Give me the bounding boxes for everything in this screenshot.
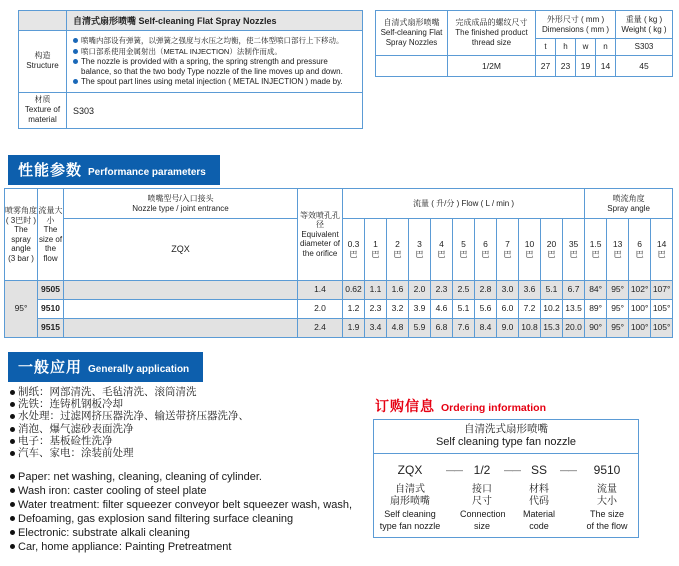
pressure-header: 7 巴 [497,219,519,281]
bullet-icon [10,530,15,535]
flow-value: 6.0 [497,300,519,319]
flow-value: 3.6 [519,281,541,300]
diameter-value: 2.4 [298,319,343,338]
spec-weight-header: 重量 ( kg ) Weight ( kg ) [616,11,673,39]
product-structure-table [18,10,363,129]
flow-value: 15.3 [541,319,563,338]
spec-thread-value: 1/2M [448,56,536,77]
weight-value: 45 [616,56,673,77]
code-flowsize-labels: 流量 大小 The size of the flow [586,484,628,531]
flow-value: 7.2 [519,300,541,319]
list-item: Water treatment: filter squeezer conveyor belt squeezer wash, wash, [10,498,352,512]
bullet-icon [10,427,15,432]
table-row [374,484,640,532]
table-row [374,456,640,484]
bullet-icon [10,502,15,507]
performance-banner [8,155,220,185]
list-item: Defoaming, gas explosion sand filtering surface cleaning [10,512,352,526]
flow-value: 8.4 [475,319,497,338]
spray-angle-value: 95° [5,281,38,338]
bullet-icon [10,451,15,456]
flow-value: 3.0 [497,281,519,300]
angle-value: 107° [651,281,673,300]
flow-value: 4.8 [387,319,409,338]
dash-separator: —— [446,465,462,475]
dim-col-header: w [576,39,596,56]
pressure-header: 4 巴 [431,219,453,281]
angle-value: 102° [629,281,651,300]
flow-value: 5.1 [453,300,475,319]
structure-label-en: Structure [26,61,59,71]
flow-value: 2.3 [365,300,387,319]
flow-value: 3.4 [365,319,387,338]
flow-value: 9.0 [497,319,519,338]
structure-label-zh: 构造 [34,51,51,61]
list-item [73,57,358,76]
table-row [19,31,363,93]
dim-value: 27 [536,56,556,77]
list-item: 电子：基板硷性洗净 [10,435,249,447]
bullet-icon [73,59,78,64]
flow-value: 5.6 [475,300,497,319]
nozzle-series-cell: ZQX [64,219,298,281]
pressure-header: 0.3 巴 [343,219,365,281]
ordering-box-header: 自清洗式扇形喷嘴 Self cleaning type fan nozzle [374,420,638,454]
pressure-header: 10 巴 [519,219,541,281]
angle-pressure-header: 13 巴 [607,219,629,281]
angle-value: 105° [651,300,673,319]
angle-value: 95° [607,281,629,300]
banner-title-en: Generally application [88,364,190,375]
code-material-labels: 材料 代码 Material code [522,484,555,531]
table-row [376,56,673,77]
spec-product-value [376,56,448,77]
flow-value: 6.8 [431,319,453,338]
flow-value: 10.8 [519,319,541,338]
applications-list-zh [10,386,249,459]
pressure-header: 35 巴 [563,219,585,281]
structure-bullet-zh: 喷嘴内部设有弹簧，以弹簧之强度与水压之均衡，使二体型喷口部行上下移动。 [81,36,344,45]
list-item: Car, home appliance: Painting Pretreatment [10,540,352,554]
flow-value: 1.1 [365,281,387,300]
angle-pressure-header: 1.5 巴 [585,219,607,281]
angle-value: 89° [585,300,607,319]
bullet-icon [10,474,15,479]
flow-value: 6.7 [563,281,585,300]
flow-value: 2.3 [431,281,453,300]
flow-value: 3.2 [387,300,409,319]
product-title: 自清式扇形喷嘴 Self-cleaning Flat Spray Nozzles [67,11,363,31]
empty-header-cell [19,11,67,31]
code-connection: 1/2 [473,463,491,477]
angle-value: 84° [585,281,607,300]
spec-thread-header: 完成成品的螺纹尺寸 The finished product thread size [448,11,536,56]
flow-value: 2.8 [475,281,497,300]
structure-bullet-zh: 喷口部系使用金属射出（METAL INJECTION）法制作而成。 [81,46,282,56]
table-row [19,11,363,31]
material-label-zh: 材质 [34,95,51,104]
list-item: 水处理：过滤网挤压器洗净、输送带挤压器洗净、 [10,410,249,422]
applications-list-en [10,470,352,554]
angle-value: 100° [629,300,651,319]
code-series-labels: 自清式 扇形喷嘴 Self cleaning type fan nozzle [379,484,441,531]
angle-value: 90° [585,319,607,338]
spec-dims-header: 外形尺寸 ( mm ) Dimensions ( mm ) [536,11,616,39]
ordering-title-zh: 订购信息 [375,398,435,414]
ordering-title [375,396,546,416]
bullet-icon [10,544,15,549]
bullet-icon [73,49,78,54]
list-item: 消泡、爆气滤砂表面洗净 [10,423,249,435]
angle-value: 100° [629,319,651,338]
nozzle-type-header: 喷嘴型号/入口接头 Nozzle type / joint entrance [64,189,298,219]
banner-title-zh: 性能参数 [18,162,83,179]
diameter-value: 1.4 [298,281,343,300]
list-item [73,77,358,87]
bullet-icon [10,439,15,444]
table-row [5,319,673,338]
table-row [19,92,363,128]
structure-content-cell [67,31,363,93]
flow-value: 0.62 [343,281,365,300]
dim-col-header: t [536,39,556,56]
pressure-header: 5 巴 [453,219,475,281]
list-item: Electronic: substrate alkali cleaning [10,526,352,540]
list-item [73,36,358,46]
flow-value: 10.2 [541,300,563,319]
performance-table [4,188,673,338]
spray-angle-group-header: 喷流角度 Spray angle [585,189,673,219]
bullet-icon [10,414,15,419]
dim-col-header: h [556,39,576,56]
nozzle-series-blank-cell [64,281,298,300]
material-label-en: Texture of material [24,105,61,124]
list-item: Paper: net washing, cleaning, cleaning of cylinder. [10,470,352,484]
dim-value: 19 [576,56,596,77]
bullet-icon [10,390,15,395]
pressure-header: 2 巴 [387,219,409,281]
flow-value: 20.0 [563,319,585,338]
material-value: S303 [73,106,95,116]
code-material: SS [530,463,547,477]
banner-title-en: Performance parameters [88,167,206,178]
table-row [376,11,673,39]
spray-angle-col-header: 喷雾角度 ( 3巴时 ) The spray angle (3 bar ) [5,189,38,281]
list-item: 洗铁：连铸机钢板冷却 [10,398,249,410]
flow-value: 1.2 [343,300,365,319]
list-item: 制纸：网部清洗、毛毡清洗、滚筒清洗 [10,386,249,398]
pressure-header: 1 巴 [365,219,387,281]
bullet-icon [10,488,15,493]
flow-value: 2.5 [453,281,475,300]
table-row [5,281,673,300]
code-series: ZQX [397,463,423,477]
banner-title-zh: 一般应用 [18,359,83,376]
nozzle-series-blank-cell [64,300,298,319]
bullet-icon [73,38,78,43]
flow-value: 5.1 [541,281,563,300]
pressure-header: 3 巴 [409,219,431,281]
flow-value: 4.6 [431,300,453,319]
material-label-cell [19,92,67,128]
flow-value: 1.6 [387,281,409,300]
weight-code-header: S303 [616,39,673,56]
flow-value: 3.9 [409,300,431,319]
angle-value: 105° [651,319,673,338]
pressure-header: 6 巴 [475,219,497,281]
angle-pressure-header: 14 巴 [651,219,673,281]
model-number: 9510 [38,300,64,319]
pressure-header: 20 巴 [541,219,563,281]
code-flowsize: 9510 [593,463,621,477]
list-item: Wash iron: caster cooling of steel plate [10,484,352,498]
ordering-code-box [373,419,639,538]
applications-banner [8,352,203,382]
list-item: 汽车、家电：涂装前处理 [10,447,249,459]
code-connection-labels: 接口 尺寸 Connection size [460,484,506,531]
flow-value: 2.0 [409,281,431,300]
model-number: 9515 [38,319,64,338]
ordering-title-en: Ordering information [441,402,546,414]
spec-product-header: 自清式扇形喷嘴 Self-cleaning Flat Spray Nozzles [376,11,448,56]
flow-size-col-header: 流量大小 The size of the flow [38,189,64,281]
structure-bullet-en: The nozzle is provided with a spring, the spring strength and pressure balance, so that the two body Type nozzle of the line moves up and down. [81,57,343,76]
dash-separator: —— [504,465,520,475]
table-row [5,300,673,319]
bullet-icon [10,402,15,407]
material-value-cell [67,92,363,128]
structure-label-cell [19,31,67,93]
model-number: 9505 [38,281,64,300]
nozzle-series-blank-cell [64,319,298,338]
angle-value: 95° [607,319,629,338]
list-item [73,47,358,57]
flow-value: 5.9 [409,319,431,338]
dim-value: 14 [596,56,616,77]
angle-value: 95° [607,300,629,319]
flow-group-header: 流量 ( 升/分 ) Flow ( L / min ) [343,189,585,219]
equiv-diameter-header: 等效喷孔孔径 Equivalent diameter of the orifice [298,189,343,281]
angle-pressure-header: 6 巴 [629,219,651,281]
structure-bullet-en: The spout part lines using metal injection ( METAL INJECTION ) made by. [81,77,343,86]
diameter-value: 2.0 [298,300,343,319]
dim-col-header: n [596,39,616,56]
bullet-icon [10,516,15,521]
flow-value: 7.6 [453,319,475,338]
ordering-code-table [374,456,640,532]
flow-value: 1.9 [343,319,365,338]
flow-value: 13.5 [563,300,585,319]
dim-value: 23 [556,56,576,77]
spec-dimensions-table [375,10,673,77]
dash-separator: —— [560,465,576,475]
bullet-icon [73,79,78,84]
table-row [5,189,673,219]
